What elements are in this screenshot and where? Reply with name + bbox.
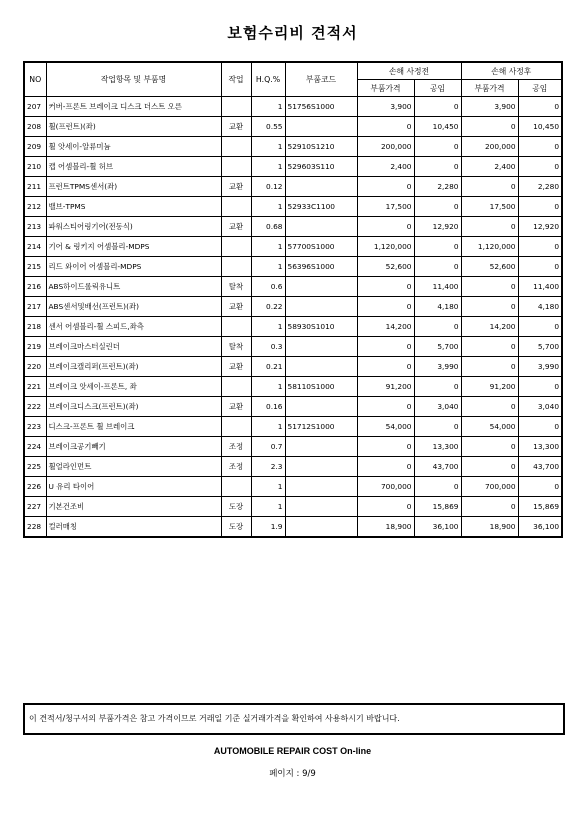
- row-item: 기어 & 링키지 어셈블리-MDPS: [46, 237, 221, 257]
- row-before-price: 0: [357, 497, 414, 517]
- header-code: 부품코드: [285, 62, 357, 97]
- row-after-price: 52,600: [461, 257, 518, 277]
- row-after-price: 14,200: [461, 317, 518, 337]
- row-before-price: 0: [357, 397, 414, 417]
- row-work: [221, 137, 251, 157]
- row-code: 52910S1210: [285, 137, 357, 157]
- row-before-labor: 0: [414, 157, 461, 177]
- row-work: 탈착: [221, 337, 251, 357]
- row-no: 226: [24, 477, 46, 497]
- page-number: 페이지 : 9/9: [269, 769, 316, 779]
- row-after-price: 91,200: [461, 377, 518, 397]
- row-item: U 유리 타이어: [46, 477, 221, 497]
- table-row: [24, 397, 562, 417]
- table-row: [24, 437, 562, 457]
- row-code: [285, 497, 357, 517]
- row-before-price: 0: [357, 357, 414, 377]
- row-hq: 1.9: [251, 517, 285, 538]
- row-code: [285, 117, 357, 137]
- row-after-labor: 10,450: [518, 117, 562, 137]
- row-work: [221, 157, 251, 177]
- row-before-labor: 0: [414, 477, 461, 497]
- row-after-price: 0: [461, 337, 518, 357]
- row-before-price: 18,900: [357, 517, 414, 538]
- row-before-price: 0: [357, 437, 414, 457]
- row-after-labor: 0: [518, 197, 562, 217]
- row-after-labor: 3,040: [518, 397, 562, 417]
- row-before-labor: 4,180: [414, 297, 461, 317]
- row-item: 휠 앗세이-알류미늄: [46, 137, 221, 157]
- row-after-labor: 0: [518, 417, 562, 437]
- document-title: 보험수리비 견적서: [227, 24, 358, 42]
- table-row: [24, 177, 562, 197]
- row-before-labor: 0: [414, 237, 461, 257]
- row-after-labor: 0: [518, 477, 562, 497]
- row-code: 529603S110: [285, 157, 357, 177]
- row-after-labor: 13,300: [518, 437, 562, 457]
- row-code: [285, 217, 357, 237]
- row-hq: 0.68: [251, 217, 285, 237]
- row-before-price: 1,120,000: [357, 237, 414, 257]
- row-after-labor: 36,100: [518, 517, 562, 538]
- row-hq: 0.16: [251, 397, 285, 417]
- table-row: [24, 217, 562, 237]
- estimate-table: [23, 61, 563, 538]
- table-row: [24, 117, 562, 137]
- row-before-labor: 12,920: [414, 217, 461, 237]
- row-work: 교환: [221, 117, 251, 137]
- row-code: 57700S1000: [285, 237, 357, 257]
- row-item: 브레이크캘리퍼(프런트)(좌): [46, 357, 221, 377]
- row-after-price: 0: [461, 177, 518, 197]
- row-work: [221, 417, 251, 437]
- row-no: 225: [24, 457, 46, 477]
- row-no: 212: [24, 197, 46, 217]
- row-hq: 1: [251, 197, 285, 217]
- row-before-price: 91,200: [357, 377, 414, 397]
- row-after-price: 700,000: [461, 477, 518, 497]
- footer-title: AUTOMOBILE REPAIR COST On-line: [213, 746, 372, 756]
- row-before-price: 3,900: [357, 97, 414, 117]
- header-after: 손해 사정후: [461, 62, 562, 80]
- row-work: 교환: [221, 217, 251, 237]
- row-no: 210: [24, 157, 46, 177]
- row-hq: 1: [251, 377, 285, 397]
- row-hq: 0.7: [251, 437, 285, 457]
- row-before-labor: 0: [414, 197, 461, 217]
- row-before-labor: 5,700: [414, 337, 461, 357]
- row-before-price: 2,400: [357, 157, 414, 177]
- row-no: 209: [24, 137, 46, 157]
- row-work: 교환: [221, 357, 251, 377]
- row-before-labor: 0: [414, 317, 461, 337]
- row-after-labor: 15,869: [518, 497, 562, 517]
- row-no: 220: [24, 357, 46, 377]
- row-item: 휠(프런트)(좌): [46, 117, 221, 137]
- row-before-price: 17,500: [357, 197, 414, 217]
- row-no: 223: [24, 417, 46, 437]
- row-work: [221, 477, 251, 497]
- row-after-price: 0: [461, 457, 518, 477]
- row-work: [221, 97, 251, 117]
- row-work: 도장: [221, 517, 251, 538]
- row-after-price: 0: [461, 277, 518, 297]
- row-before-labor: 0: [414, 257, 461, 277]
- row-no: 228: [24, 517, 46, 538]
- row-after-labor: 3,990: [518, 357, 562, 377]
- table-row: [24, 237, 562, 257]
- row-before-labor: 36,100: [414, 517, 461, 538]
- row-code: 51756S1000: [285, 97, 357, 117]
- row-no: 211: [24, 177, 46, 197]
- row-after-labor: 5,700: [518, 337, 562, 357]
- row-no: 214: [24, 237, 46, 257]
- table-row: [24, 297, 562, 317]
- header-after-price: 부품가격: [461, 80, 518, 97]
- row-before-labor: 0: [414, 417, 461, 437]
- table-row: [24, 157, 562, 177]
- row-after-labor: 0: [518, 377, 562, 397]
- row-after-price: 0: [461, 217, 518, 237]
- row-item: 파워스티어링기어(전동식): [46, 217, 221, 237]
- row-hq: 0.55: [251, 117, 285, 137]
- row-after-labor: 0: [518, 257, 562, 277]
- notice-box: 이 견적서/청구서의 부품가격은 참고 가격이므로 거래일 기준 실거래가격을 확인하여 사용하시기 바랍니다.: [23, 703, 565, 735]
- row-work: 조정: [221, 437, 251, 457]
- row-hq: 1: [251, 157, 285, 177]
- row-code: 56396S1000: [285, 257, 357, 277]
- row-no: 207: [24, 97, 46, 117]
- table-row: [24, 337, 562, 357]
- row-after-labor: 4,180: [518, 297, 562, 317]
- row-code: 58930S1010: [285, 317, 357, 337]
- row-item: 기본건조비: [46, 497, 221, 517]
- row-work: 조정: [221, 457, 251, 477]
- row-after-labor: 0: [518, 317, 562, 337]
- row-code: 58110S1000: [285, 377, 357, 397]
- row-work: 도장: [221, 497, 251, 517]
- row-work: 탈착: [221, 277, 251, 297]
- row-code: [285, 337, 357, 357]
- row-after-labor: 2,280: [518, 177, 562, 197]
- row-before-labor: 3,990: [414, 357, 461, 377]
- row-before-labor: 2,280: [414, 177, 461, 197]
- row-before-labor: 11,400: [414, 277, 461, 297]
- row-no: 218: [24, 317, 46, 337]
- table-row: [24, 377, 562, 397]
- row-before-price: 14,200: [357, 317, 414, 337]
- row-hq: 0.22: [251, 297, 285, 317]
- header-before-labor: 공임: [414, 80, 461, 97]
- table-row: [24, 317, 562, 337]
- row-after-price: 200,000: [461, 137, 518, 157]
- row-after-price: 0: [461, 357, 518, 377]
- row-item: 브레이크공기빼기: [46, 437, 221, 457]
- row-code: 52933C1100: [285, 197, 357, 217]
- table-row: [24, 277, 562, 297]
- table-row: [24, 497, 562, 517]
- row-hq: 0.6: [251, 277, 285, 297]
- table-row: [24, 357, 562, 377]
- row-before-price: 0: [357, 117, 414, 137]
- row-before-price: 0: [357, 277, 414, 297]
- row-hq: 1: [251, 497, 285, 517]
- row-after-labor: 0: [518, 157, 562, 177]
- row-before-labor: 0: [414, 137, 461, 157]
- row-before-labor: 10,450: [414, 117, 461, 137]
- row-no: 219: [24, 337, 46, 357]
- row-before-labor: 15,869: [414, 497, 461, 517]
- row-code: [285, 357, 357, 377]
- row-work: [221, 317, 251, 337]
- row-before-price: 700,000: [357, 477, 414, 497]
- row-code: [285, 177, 357, 197]
- table-row: [24, 517, 562, 538]
- header-before: 손해 사정전: [357, 62, 461, 80]
- row-hq: 2.3: [251, 457, 285, 477]
- row-before-labor: 0: [414, 377, 461, 397]
- row-before-price: 200,000: [357, 137, 414, 157]
- row-after-price: 1,120,000: [461, 237, 518, 257]
- row-work: 교환: [221, 177, 251, 197]
- row-no: 222: [24, 397, 46, 417]
- row-hq: 1: [251, 237, 285, 257]
- row-work: [221, 257, 251, 277]
- row-after-price: 18,900: [461, 517, 518, 538]
- row-item: 센서 어셈블리-휠 스피드,좌측: [46, 317, 221, 337]
- row-no: 224: [24, 437, 46, 457]
- row-before-labor: 13,300: [414, 437, 461, 457]
- row-before-labor: 43,700: [414, 457, 461, 477]
- row-after-labor: 0: [518, 97, 562, 117]
- row-code: [285, 457, 357, 477]
- row-no: 213: [24, 217, 46, 237]
- row-item: 커버-프론트 브레이크 디스크 더스트 오른: [46, 97, 221, 117]
- row-code: [285, 277, 357, 297]
- row-before-price: 54,000: [357, 417, 414, 437]
- row-after-price: 0: [461, 497, 518, 517]
- row-item: 밸브-TPMS: [46, 197, 221, 217]
- row-after-labor: 12,920: [518, 217, 562, 237]
- row-item: 브레이크마스터실린더: [46, 337, 221, 357]
- row-hq: 1: [251, 417, 285, 437]
- row-hq: 1: [251, 257, 285, 277]
- row-after-price: 17,500: [461, 197, 518, 217]
- row-item: ABS센서및배선(프런트)(좌): [46, 297, 221, 317]
- row-after-labor: 43,700: [518, 457, 562, 477]
- row-code: [285, 517, 357, 538]
- row-after-price: 0: [461, 397, 518, 417]
- row-hq: 0.21: [251, 357, 285, 377]
- row-hq: 1: [251, 137, 285, 157]
- row-hq: 1: [251, 317, 285, 337]
- row-item: ABS하이드롤릭유니트: [46, 277, 221, 297]
- row-before-price: 52,600: [357, 257, 414, 277]
- row-work: [221, 197, 251, 217]
- header-no: NO: [24, 62, 46, 97]
- row-before-price: 0: [357, 217, 414, 237]
- table-row: [24, 457, 562, 477]
- header-work: 작업: [221, 62, 251, 97]
- row-after-price: 54,000: [461, 417, 518, 437]
- row-item: 브레이크 앗세이-프론트, 좌: [46, 377, 221, 397]
- row-work: 교환: [221, 397, 251, 417]
- row-work: 교환: [221, 297, 251, 317]
- row-hq: 1: [251, 477, 285, 497]
- row-item: 휠얼라인먼트: [46, 457, 221, 477]
- row-after-price: 0: [461, 297, 518, 317]
- table-row: [24, 197, 562, 217]
- row-after-price: 3,900: [461, 97, 518, 117]
- row-hq: 0.12: [251, 177, 285, 197]
- row-code: [285, 437, 357, 457]
- row-before-price: 0: [357, 457, 414, 477]
- row-after-labor: 0: [518, 137, 562, 157]
- row-no: 215: [24, 257, 46, 277]
- row-item: 디스크-프론트 휠 브레이크: [46, 417, 221, 437]
- header-hq: H.Q.%: [251, 62, 285, 97]
- row-before-labor: 0: [414, 97, 461, 117]
- header-after-labor: 공임: [518, 80, 562, 97]
- table-row: [24, 417, 562, 437]
- row-code: [285, 477, 357, 497]
- row-after-price: 2,400: [461, 157, 518, 177]
- row-before-price: 0: [357, 297, 414, 317]
- row-code: 51712S1000: [285, 417, 357, 437]
- row-after-labor: 0: [518, 237, 562, 257]
- row-after-labor: 11,400: [518, 277, 562, 297]
- row-no: 208: [24, 117, 46, 137]
- row-work: [221, 377, 251, 397]
- row-item: 브레이크디스크(프런트)(좌): [46, 397, 221, 417]
- row-code: [285, 397, 357, 417]
- row-no: 221: [24, 377, 46, 397]
- row-after-price: 0: [461, 437, 518, 457]
- row-item: 리드 와이어 어셈블리-MDPS: [46, 257, 221, 277]
- row-work: [221, 237, 251, 257]
- row-item: 캡 어셈블리-휠 허브: [46, 157, 221, 177]
- row-no: 227: [24, 497, 46, 517]
- table-row: [24, 137, 562, 157]
- table-row: [24, 97, 562, 117]
- row-hq: 1: [251, 97, 285, 117]
- row-code: [285, 297, 357, 317]
- row-before-labor: 3,040: [414, 397, 461, 417]
- header-before-price: 부품가격: [357, 80, 414, 97]
- row-before-price: 0: [357, 177, 414, 197]
- row-item: 프런트TPMS센서(좌): [46, 177, 221, 197]
- table-row: [24, 477, 562, 497]
- header-item: 작업항목 및 부품명: [46, 62, 221, 97]
- row-no: 217: [24, 297, 46, 317]
- row-after-price: 0: [461, 117, 518, 137]
- row-no: 216: [24, 277, 46, 297]
- table-row: [24, 257, 562, 277]
- row-before-price: 0: [357, 337, 414, 357]
- row-hq: 0.3: [251, 337, 285, 357]
- row-item: 컬러매칭: [46, 517, 221, 538]
